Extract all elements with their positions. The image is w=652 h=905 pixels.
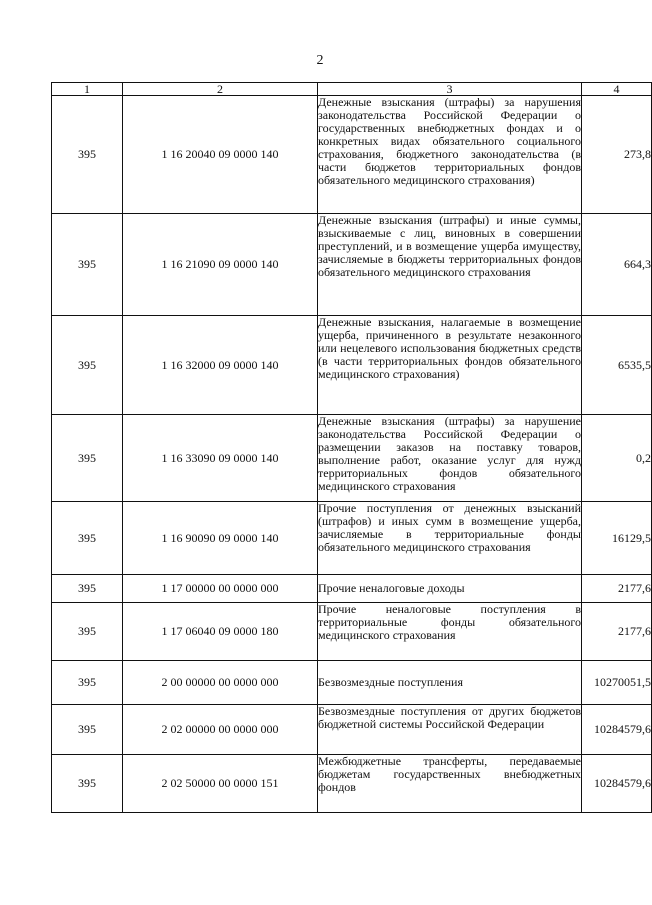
table-row [52,415,652,502]
column-header-4: 4 [582,83,652,96]
budget-code-cell: 2 00 00000 00 0000 000 [123,661,318,705]
page-number: 2 [316,53,324,68]
column-header-2: 2 [123,83,318,96]
budget-code-cell: 2 02 00000 00 0000 000 [123,705,318,755]
budget-code-cell: 1 16 20040 09 0000 140 [123,96,318,214]
amount-cell: 10284579,6 [582,755,652,813]
description-cell: Денежные взыскания (штрафы) за нарушения законодательства Российской Федерации о государственных внебюджетных фондах и о конкретных видах обязательного социального страхования, бюджетного законодательства (в части бюджетов территориальных фондов обязательного медицинского страхования) [318,96,582,214]
description-cell: Денежные взыскания (штрафы) и иные суммы, взыскиваемые с лиц, виновных в совершении преступлений, и в возмещение ущерба имуществу, зачисляемые в бюджеты территориальных фондов обязательного медицинского страхования [318,214,582,316]
budget-code-cell: 1 16 21090 09 0000 140 [123,214,318,316]
admin-code-cell: 395 [52,575,123,603]
table-row [52,661,652,705]
description-cell: Прочие неналоговые поступления в территориальные фонды обязательного медицинского страхования [318,603,582,661]
description-cell: Безвозмездные поступления [318,661,582,705]
admin-code-cell: 395 [52,96,123,214]
table-row [52,603,652,661]
table-row [52,705,652,755]
amount-cell: 664,3 [582,214,652,316]
amount-cell: 10270051,5 [582,661,652,705]
amount-cell: 2177,6 [582,575,652,603]
amount-cell: 273,8 [582,96,652,214]
description-cell: Межбюджетные трансферты, передаваемые бюджетам государственных внебюджетных фондов [318,755,582,813]
table-header-row [52,83,652,96]
amount-cell: 10284579,6 [582,705,652,755]
table-row [52,316,652,415]
amount-cell: 0,2 [582,415,652,502]
admin-code-cell: 395 [52,661,123,705]
amount-cell: 6535,5 [582,316,652,415]
description-cell: Безвозмездные поступления от других бюджетов бюджетной системы Российской Федерации [318,705,582,755]
budget-code-cell: 1 16 90090 09 0000 140 [123,502,318,575]
table-row [52,502,652,575]
column-header-1: 1 [52,83,123,96]
admin-code-cell: 395 [52,502,123,575]
table-row [52,96,652,214]
budget-table [51,82,652,813]
budget-code-cell: 1 17 06040 09 0000 180 [123,603,318,661]
admin-code-cell: 395 [52,603,123,661]
budget-code-cell: 1 16 33090 09 0000 140 [123,415,318,502]
table-row [52,755,652,813]
admin-code-cell: 395 [52,415,123,502]
column-header-3: 3 [318,83,582,96]
description-cell: Прочие неналоговые доходы [318,575,582,603]
admin-code-cell: 395 [52,705,123,755]
admin-code-cell: 395 [52,755,123,813]
description-cell: Денежные взыскания (штрафы) за нарушение законодательства Российской Федерации о размещении заказов на поставку товаров, выполнение работ, оказание услуг для нужд территориальных фондов обязательного медицинского страхования [318,415,582,502]
budget-code-cell: 2 02 50000 00 0000 151 [123,755,318,813]
admin-code-cell: 395 [52,316,123,415]
table-row [52,214,652,316]
amount-cell: 16129,5 [582,502,652,575]
budget-code-cell: 1 17 00000 00 0000 000 [123,575,318,603]
budget-code-cell: 1 16 32000 09 0000 140 [123,316,318,415]
table-row [52,575,652,603]
description-cell: Прочие поступления от денежных взысканий (штрафов) и иных сумм в возмещение ущерба, зачисляемые в территориальные фонды обязательного медицинского страхования [318,502,582,575]
description-cell: Денежные взыскания, налагаемые в возмещение ущерба, причиненного в результате незаконного или нецелевого использования бюджетных средств (в части территориальных фондов обязательного медицинского страхования) [318,316,582,415]
amount-cell: 2177,6 [582,603,652,661]
admin-code-cell: 395 [52,214,123,316]
